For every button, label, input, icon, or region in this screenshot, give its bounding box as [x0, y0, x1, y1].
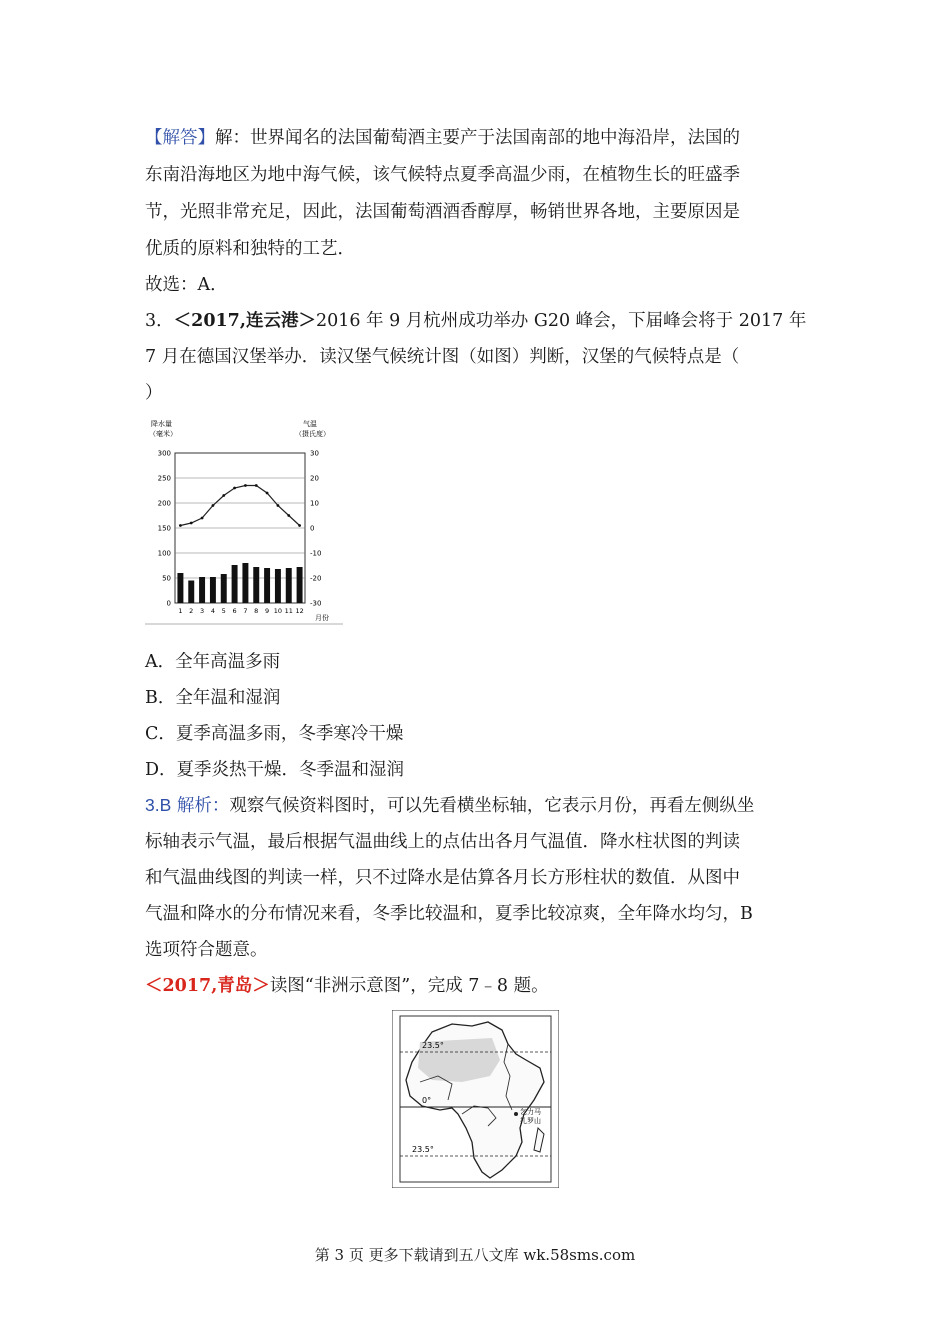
option-a: A．全年高温多雨	[145, 652, 281, 672]
africa-map	[392, 1010, 559, 1188]
option-d: D．夏季炎热干燥．冬季温和湿润	[145, 760, 405, 780]
precip-tick-label: 0	[166, 599, 171, 608]
temperature-point	[298, 524, 301, 527]
africa-question: ＜2017,青岛＞读图“非洲示意图”，完成 7﹣8 题。	[145, 976, 549, 996]
answer-line-2: 东南沿海地区为地中海气候，该气候特点夏季高温少雨，在植物生长的旺盛季	[145, 165, 740, 185]
precip-bar	[210, 577, 216, 603]
answer-line-1: 【解答】解：世界闻名的法国葡萄酒主要产于法国南部的地中海沿岸，法国的	[145, 128, 740, 148]
precip-tick-label: 300	[157, 449, 171, 458]
precip-bar	[253, 567, 259, 603]
lat-north-label: 23.5°	[422, 1041, 444, 1050]
temperature-point	[233, 487, 236, 490]
analysis-prefix: 3.B	[145, 795, 172, 815]
month-tick-label: 11	[284, 607, 293, 615]
answer-line-3: 节，光照非常充足，因此，法国葡萄酒酒香醇厚，畅销世界各地，主要原因是	[145, 202, 740, 222]
right-axis-title-2: （摄氏度）	[295, 430, 330, 438]
temperature-point	[277, 504, 280, 507]
analysis-tag: 解析：	[176, 796, 230, 816]
option-c: C．夏季高温多雨，冬季寒冷干燥	[145, 724, 404, 744]
temp-tick-label: 20	[310, 474, 319, 483]
temperature-point	[179, 524, 182, 527]
analysis-line-1: 3.B 解析：观察气候资料图时，可以先看横坐标轴，它表示月份，再看左侧纵坐	[145, 795, 755, 816]
temp-tick-label: 10	[310, 499, 319, 508]
month-tick-label: 10	[273, 607, 283, 615]
temperature-point	[266, 492, 269, 495]
temp-tick-label: 30	[310, 449, 319, 458]
precip-bar	[177, 573, 183, 603]
hamburg-climate-chart	[145, 414, 343, 626]
precip-bar	[232, 565, 238, 603]
precip-bar	[242, 563, 248, 603]
answer-choice: 故选：A．	[145, 275, 228, 295]
right-axis-title-1: 气温	[303, 420, 317, 428]
question3-source: ＜2017,连云港＞	[173, 311, 316, 331]
temperature-point	[212, 504, 215, 507]
temperature-point	[190, 522, 193, 525]
temperature-point	[244, 484, 247, 487]
month-tick-label: 4	[210, 607, 215, 615]
month-tick-label: 12	[295, 607, 304, 615]
temp-tick-label: -20	[310, 574, 322, 583]
precip-tick-label: 50	[162, 574, 171, 583]
precip-tick-label: 250	[157, 474, 171, 483]
month-tick-label: 8	[254, 607, 259, 615]
lat-equator-label: 0°	[422, 1096, 432, 1105]
analysis-line-4: 气温和降水的分布情况来看，冬季比较温和，夏季比较凉爽，全年降水均匀，B	[145, 904, 753, 924]
month-tick-label: 3	[200, 607, 205, 615]
analysis-line-5: 选项符合题意。	[145, 940, 268, 960]
mountain-label-2: 扎罗山	[520, 1117, 541, 1125]
temperature-point	[201, 517, 204, 520]
option-b: B．全年温和湿润	[145, 688, 281, 708]
africa-source: ＜2017,青岛＞	[145, 976, 270, 996]
kilimanjaro-marker	[514, 1112, 518, 1116]
month-tick-label: 5	[221, 607, 226, 615]
answer-tag: 【解答】	[145, 128, 215, 148]
question3-line-1: 3．＜2017,连云港＞2016 年 9 月杭州成功举办 G20 峰会，下届峰会将于 2017 年	[145, 311, 807, 331]
precip-tick-label: 150	[157, 524, 171, 533]
answer-line-4: 优质的原料和独特的工艺．	[145, 239, 355, 259]
left-axis-title-1: 降水量	[151, 420, 172, 428]
precip-bar	[286, 568, 292, 603]
page-footer: 第 3 页 更多下载请到五八文库 wk.58sms.com	[314, 1246, 636, 1264]
precip-bar	[297, 567, 303, 603]
temperature-point	[222, 494, 225, 497]
precip-bar	[264, 568, 270, 603]
temperature-point	[287, 514, 290, 517]
month-tick-label: 7	[243, 607, 248, 615]
precip-tick-label: 200	[157, 499, 171, 508]
month-tick-label: 2	[189, 607, 194, 615]
precip-bar	[188, 581, 194, 604]
precip-bar	[199, 577, 205, 603]
month-tick-label: 1	[178, 607, 183, 615]
x-axis-unit: 月份	[315, 614, 329, 622]
left-axis-title-2: （毫米）	[149, 430, 177, 438]
precip-bar	[275, 569, 281, 603]
question3-line-2: 7 月在德国汉堡举办．读汉堡气候统计图（如图）判断，汉堡的气候特点是（	[145, 347, 740, 367]
analysis-line-3: 和气温曲线图的判读一样，只不过降水是估算各月长方形柱状的数值．从图中	[145, 868, 740, 888]
precip-bar	[221, 574, 227, 603]
precip-tick-label: 100	[157, 549, 171, 558]
month-tick-label: 6	[232, 607, 237, 615]
mountain-label-1: 乞力马	[520, 1108, 541, 1116]
question3-line-3: ）	[145, 383, 163, 403]
temp-tick-label: -10	[310, 549, 322, 558]
month-tick-label: 9	[265, 607, 270, 615]
temp-tick-label: 0	[310, 524, 315, 533]
temperature-point	[255, 484, 258, 487]
analysis-line-2: 标轴表示气温，最后根据气温曲线上的点估出各月气温值．降水柱状图的判读	[145, 832, 740, 852]
temp-tick-label: -30	[310, 599, 322, 608]
lat-south-label: 23.5°	[412, 1145, 434, 1154]
